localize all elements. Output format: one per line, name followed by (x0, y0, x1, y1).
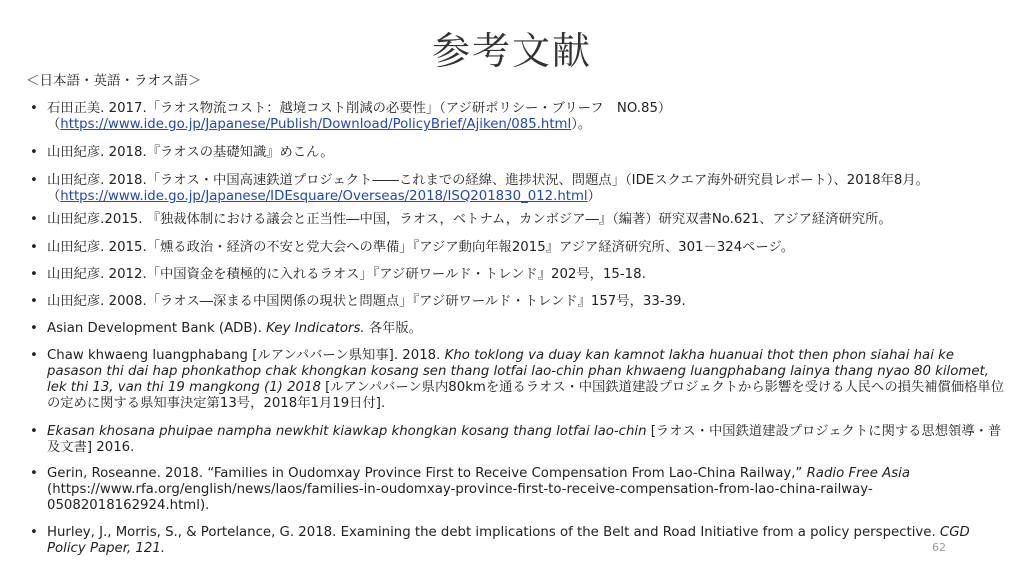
reference-text-c: [ルアンパバーン県内80kmを通るラオス・中国鉄道建設プロジェクトから影響を受ける人民への損失補償価格単位の定めに関する県知事決定第13号，2018年1月19日付]. (47, 380, 1005, 411)
subtitle: ＜日本語・英語・ラオス語＞ (26, 73, 202, 89)
reference-text-b: （ (47, 117, 61, 132)
reference-text (47, 348, 1010, 412)
reference-item (30, 294, 1010, 310)
reference-text (47, 173, 1010, 205)
page-number: 62 (932, 541, 946, 554)
reference-item (30, 145, 1010, 161)
bullet: • (30, 348, 38, 363)
reference-text-a: 石田正美. 2017.「ラオス物流コスト：越境コスト削減の必要性」（アジ研ポリシー・ブリーフ NO.85） (47, 101, 672, 116)
reference-item (30, 424, 1010, 456)
bullet: • (30, 212, 38, 227)
reference-text (47, 101, 1010, 133)
page-title: 参考文献 (431, 29, 592, 73)
reference-text (47, 525, 1010, 557)
reference-title: Ekasan khosana phuipae nampha newkhit kiawkap khongkan kosang thang lotfai lao-chin (47, 424, 647, 439)
reference-text: 山田紀彦.2015. 『独裁体制における議会と正当性―中国，ラオス，ベトナム，カンボジア―』（編著）研究双書No.621、アジア経済研究所。 (47, 212, 892, 227)
reference-item (30, 212, 1010, 228)
reference-text-a: Chaw khwaeng luangphabang [ルアンパバーン県知事]. 2018. (47, 348, 445, 363)
reference-item (30, 348, 1010, 412)
reference-text-c: 各年版。 (364, 321, 423, 336)
reference-text-c: [ラオス・中国鉄道建設プロジェクトに関する思想領導・普及文書] 2016. (47, 424, 1002, 455)
reference-item (30, 240, 1010, 256)
bullet: • (30, 145, 38, 160)
reference-text: 山田紀彦. 2012.「中国資金を積極的に入れるラオス」『アジ研ワールド・トレンド』202号，15-18. (47, 267, 646, 282)
reference-text-c: (https://www.rfa.org/english/news/laos/families-in-oudomxay-province-first-to-receive-compensation-from-lao-china-railway-05082018162924.html). (47, 482, 873, 513)
bullet: • (30, 424, 38, 439)
reference-item (30, 267, 1010, 283)
reference-item (30, 466, 1010, 514)
reference-item (30, 525, 1010, 557)
reference-title: CGD Policy Paper, 121. (47, 525, 970, 556)
reference-text (47, 466, 1010, 514)
reference-text-c: ）。 (571, 117, 592, 132)
bullet: • (30, 240, 38, 255)
reference-item (30, 321, 1010, 337)
reference-title: Kho toklong va duay kan kamnot lakha huanuai thot then phon siahai hai ke pasason thi dai hap phonkathop chak khongkan kosang sen thang lotfai lao-chin phan khwaeng luangphabang lainya thang nyao 80 kilomet, lek thi 13, van thi 19 mangkong (1) 2018 (47, 348, 989, 395)
reference-text: 山田紀彦. 2015.「燻る政治・経済の不安と党大会への準備」『アジア動向年報2015』アジア経済研究所、301－324ページ。 (47, 240, 795, 255)
reference-text: 山田紀彦. 2018.『ラオスの基礎知識』めこん。 (47, 145, 334, 160)
bullet: • (30, 267, 38, 282)
reference-link[interactable]: https://www.ide.go.jp/Japanese/Publish/Download/PolicyBrief/Ajiken/085.html (60, 117, 572, 132)
reference-text-c: ） (587, 189, 601, 204)
reference-text: 山田紀彦. 2008.「ラオス―深まる中国関係の現状と問題点」『アジ研ワールド・トレンド』157号，33-39. (47, 294, 686, 309)
reference-title: Radio Free Asia (806, 466, 911, 481)
reference-item (30, 173, 1010, 205)
reference-text (47, 424, 1010, 456)
reference-title: Key Indicators. (266, 321, 365, 336)
bullet: • (30, 173, 38, 188)
reference-text (47, 321, 1010, 337)
reference-text-a: Hurley, J., Morris, S., & Portelance, G. 2018. Examining the debt implications of the Belt and Road Initiative from a policy perspective. (47, 525, 940, 540)
bullet: • (30, 101, 38, 116)
reference-text-a: Asian Development Bank (ADB). (47, 321, 267, 336)
reference-link[interactable]: https://www.ide.go.jp/Japanese/IDEsquare/Overseas/2018/ISQ201830_012.html (60, 189, 588, 204)
bullet: • (30, 466, 38, 481)
reference-text-a: Gerin, Roseanne. 2018. “Families in Oudomxay Province First to Receive Compensation From Lao-China Railway,” (47, 466, 807, 481)
bullet: • (30, 525, 38, 540)
reference-text-a: 山田紀彦. 2018.「ラオス・中国高速鉄道プロジェクト――これまでの経緯、進捗状況、問題点」（IDEスクエア海外研究員レポート）、2018年8月。（ (47, 173, 929, 204)
reference-item (30, 101, 1010, 133)
bullet: • (30, 321, 38, 336)
bullet: • (30, 294, 38, 309)
